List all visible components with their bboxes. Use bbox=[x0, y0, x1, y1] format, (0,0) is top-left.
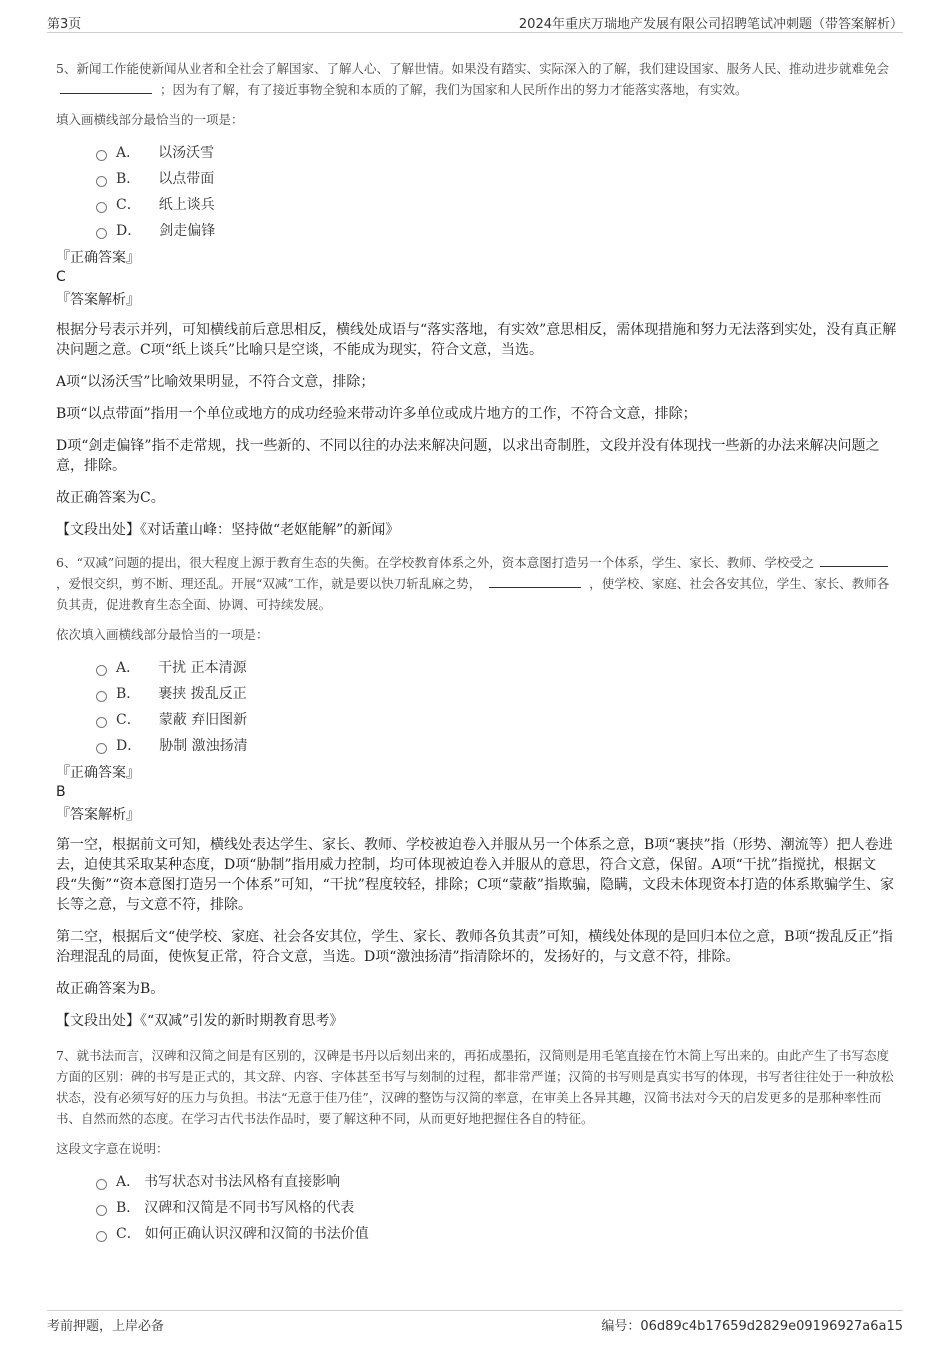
answer-value: C bbox=[56, 269, 66, 285]
question-7-options bbox=[96, 1169, 901, 1247]
option-b[interactable]: B． 汉碑和汉简是不同书写风格的代表 bbox=[96, 1195, 901, 1221]
question-5-text-before: 5、新闻工作能使新闻从业者和全社会了解国家、了解人心、了解世情。如果没有踏实、实际深入的了解，我们建设国家、服务人民、推动进步就难免会 bbox=[56, 61, 889, 76]
page-header bbox=[47, 10, 903, 33]
option-a[interactable]: A． 以汤沃雪 bbox=[96, 140, 901, 166]
fill-blank bbox=[60, 81, 152, 94]
option-a[interactable]: A． 干扰 正本清源 bbox=[96, 655, 901, 681]
answer-label: 『正确答案』 bbox=[56, 250, 140, 266]
footer-slogan: 考前押题，上岸必备 bbox=[47, 1319, 165, 1334]
question-6-options bbox=[96, 655, 901, 759]
analysis-paragraph: B项“以点带面”指用一个单位或地方的成功经验来带动许多单位或成片地方的工作，不符合文意，排除； bbox=[56, 406, 697, 422]
option-a[interactable]: A． 书写状态对书法风格有直接影响 bbox=[96, 1169, 901, 1195]
radio-icon[interactable] bbox=[96, 176, 107, 187]
radio-icon[interactable] bbox=[96, 1205, 107, 1216]
question-6-stem: 6、“双减”问题的提出，很大程度上源于教育生态的失衡。在学校教育体系之外，资本意图打造另一个体系，学生、家长、教师、学校受之 ，爱恨交织，剪不断、理还乱。开展“双减”工作，就是要以快刀斩乱麻之势， ，使学校、家庭、社会各安其位，学生、家长、教师各负其责，促进教育生态全面、协调、可持续发展。 bbox=[56, 555, 890, 612]
question-6 bbox=[56, 552, 901, 1031]
option-d[interactable]: D． 胁制 激浊扬清 bbox=[96, 733, 901, 759]
document-body bbox=[56, 58, 901, 1247]
option-b[interactable]: B． 以点带面 bbox=[96, 166, 901, 192]
document-title: 2024年重庆万瑞地产发展有限公司招聘笔试冲刺题（带答案解析） bbox=[518, 17, 903, 32]
analysis-paragraph: D项“剑走偏锋”指不走常规，找一些新的、不同以往的办法来解决问题，以求出奇制胜，文段并没有体现找一些新的办法来解决问题之意，排除。 bbox=[56, 438, 880, 474]
radio-icon[interactable] bbox=[96, 665, 107, 676]
question-5-stem bbox=[56, 58, 901, 100]
analysis-conclusion: 故正确答案为B。 bbox=[56, 981, 165, 997]
question-5-options bbox=[96, 140, 901, 244]
document-code: 编号：06d89c4b17659d2829e09196927a6a15 bbox=[601, 1319, 903, 1334]
fill-blank bbox=[489, 575, 581, 588]
radio-icon[interactable] bbox=[96, 717, 107, 728]
option-b[interactable]: B． 裹挟 拨乱反正 bbox=[96, 681, 901, 707]
radio-icon[interactable] bbox=[96, 228, 107, 239]
radio-icon[interactable] bbox=[96, 691, 107, 702]
question-5 bbox=[56, 58, 901, 540]
analysis-paragraph: A项“以汤沃雪”比喻效果明显，不符合文意，排除； bbox=[56, 374, 375, 390]
radio-icon[interactable] bbox=[96, 202, 107, 213]
analysis-paragraph: 根据分号表示并列，可知横线前后意思相反，横线处成语与“落实落地，有实效”意思相反，需体现措施和努力无法落到实处，没有真正解决问题之意。C项“纸上谈兵”比喻只是空谈，不能成为现实，符合文意，当选。 bbox=[56, 322, 897, 358]
radio-icon[interactable] bbox=[96, 150, 107, 161]
source-citation: 【文段出处】《对话董山峰：坚持做“老妪能解”的新闻》 bbox=[56, 522, 400, 538]
question-7 bbox=[56, 1045, 901, 1247]
answer-value: B bbox=[56, 784, 66, 800]
option-c[interactable]: C． 纸上谈兵 bbox=[96, 192, 901, 218]
option-d[interactable]: D． 剑走偏锋 bbox=[96, 218, 901, 244]
option-c[interactable]: C． 如何正确认识汉碑和汉简的书法价值 bbox=[96, 1221, 901, 1247]
question-5-prompt: 填入画横线部分最恰当的一项是： bbox=[56, 112, 244, 127]
analysis-paragraph: 第一空，根据前文可知，横线处表达学生、家长、教师、学校被迫卷入并服从另一个体系之意，B项“裹挟”指（形势、潮流等）把人卷进去，迫使其采取某种态度，D项“胁制”指用威力控制，均可体现被迫卷入并服从的意思，符合文意，保留。A项“干扰”指搅扰，根据文段“失衡”“资本意图打造另一个体系”可知，“干扰”程度较轻，排除；C项“蒙蔽”指欺骗，隐瞒，文段未体现资本打造的体系欺骗学生、家长等之意，与文意不符，排除。 bbox=[56, 837, 894, 913]
source-citation: 【文段出处】《“双减”引发的新时期教育思考》 bbox=[56, 1013, 344, 1029]
answer-label: 『正确答案』 bbox=[56, 765, 140, 781]
analysis-label: 『答案解析』 bbox=[56, 807, 140, 823]
question-6-prompt: 依次填入画横线部分最恰当的一项是： bbox=[56, 627, 269, 642]
page-number: 第3页 bbox=[47, 17, 82, 32]
option-c[interactable]: C． 蒙蔽 弃旧图新 bbox=[96, 707, 901, 733]
analysis-conclusion: 故正确答案为C。 bbox=[56, 490, 165, 506]
radio-icon[interactable] bbox=[96, 743, 107, 754]
fill-blank bbox=[820, 554, 888, 567]
radio-icon[interactable] bbox=[96, 1231, 107, 1242]
analysis-label: 『答案解析』 bbox=[56, 292, 140, 308]
radio-icon[interactable] bbox=[96, 1179, 107, 1190]
page-footer bbox=[47, 1310, 903, 1333]
question-5-text-after: ；因为有了解，有了接近事物全貌和本质的了解，我们为国家和人民所作出的努力才能落实落地，有实效。 bbox=[159, 82, 748, 97]
analysis-paragraph: 第二空，根据后文“使学校、家庭、社会各安其位，学生、家长、教师各负其责”可知，横线处体现的是回归本位之意，B项“拨乱反正”指治理混乱的局面，使恢复正常，符合文意，当选。D项“激浊扬清”指清除坏的，发扬好的，与文意不符，排除。 bbox=[56, 929, 893, 965]
question-7-prompt: 这段文字意在说明： bbox=[56, 1141, 169, 1156]
question-7-stem: 7、就书法而言，汉碑和汉简之间是有区别的，汉碑是书丹以后刻出来的，再拓成墨拓，汉简则是用毛笔直接在竹木简上写出来的。由此产生了书写态度方面的区别：碑的书写是正式的，其文辞、内容、字体甚至书写与刻制的过程，都非常严谨；汉简的书写则是真实书写的体现，书写者往往处于一种放松状态，没有必须写好的压力与负担。书法“无意于佳乃佳”，汉碑的整饬与汉简的率意，在审美上各异其趣，汉简书法对今天的启发更多的是那种率性而书、自然而然的态度。在学习古代书法作品时，要了解这种不同，从而更好地把握住各自的特征。 bbox=[56, 1048, 894, 1126]
